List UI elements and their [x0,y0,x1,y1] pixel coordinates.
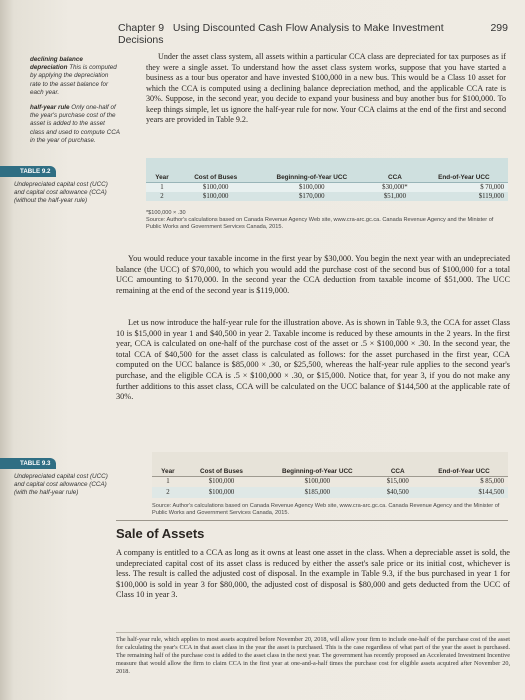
table-9-2-label [0,160,112,205]
table-tag: TABLE 9.2 [0,166,56,177]
col-year: Year [146,158,178,182]
table-caption: Undepreciated capital cost (UCC) and capital cost allowance (CCA) (without the half-year rule) [14,181,108,204]
table-row: 1 $100,000 $100,000 $30,000* $ 70,000 [146,182,508,192]
table-9-3 [152,452,508,498]
section-divider [116,520,508,521]
paragraph-sale-of-assets: A company is entitled to a CCA as long as it owns at least one asset in the class. When a depreciable asset is sold, the undepreciated capital cost of its asset class is reduced by either the asset's sale price or its initial cost, whichever is less. The result is called the adjusted cost of disposal. In the example in Table 9.3, if the bus purchased in year 1 for $100,000 is sold in year 3 for $80,000, the adjusted cost of disposal is $80,000 and gets deducted from the UCC of Class 10 in year 3. [116,548,510,600]
table-note: *$100,000 × .30 [146,210,186,216]
table-header-row [152,452,508,476]
table-tag: TABLE 9.3 [0,458,56,469]
table-9-3-source: Source: Author's calculations based on Canada Revenue Agency Web site, www.cra-arc.gc.ca. Canada Revenue Agency and the Minister of Public Works and Government Services Canada, 2015. [152,503,500,516]
col-cost: Cost of Buses [184,452,259,476]
running-head [118,22,508,46]
table-row: 2 $100,000 $185,000 $40,500 $144,500 [152,487,508,498]
table-caption: Undepreciated capital cost (UCC) and capital cost allowance (CCA) (with the half-year rule) [14,473,108,496]
chapter-title: Chapter 9 Using Discounted Cash Flow Analysis to Make Investment Decisions [118,22,444,46]
margin-note-declining-balance: declining balance depreciation This is computed by applying the depreciation rate to the asset balance for each year. [30,56,117,96]
col-cca: CCA [370,158,420,182]
page-number: 299 [490,22,508,34]
col-end-ucc: End-of-Year UCC [420,452,508,476]
margin-note-half-year-rule: half-year rule Only one-half of the year's purchase cost of the asset is added to the asset class and used to compute CCA in the year of purchase. [30,104,120,144]
paragraph-asset-class: Under the asset class system, all assets within a particular CCA class are depreciated for tax purposes as if they were a single asset. To understand how the asset class system works, suppose that you have started a business as a tour bus operator and have invested $100,000 in a new bus. This would be a Class 10 asset for which the CCA is computed using a declining balance depreciation method, and the applicable CCA rate is 30%. Suppose, in the second year, you decide to expand your business and buy another bus for $100,000. To keep things simple, let us ignore the half-year rule for now. Your CCA claims at the end of the first and second years are provided in Table 9.2. [146,52,506,124]
table-9-2 [146,158,508,201]
col-cost: Cost of Buses [178,158,254,182]
paragraph-taxable-income: You would reduce your taxable income in the first year by $30,000. You begin the next year with an undepreciated balance (the UCC) of $70,000, to which you would add the purchase cost of the second bus of $100,000 for a total UCC amounting to $170,000. In the second year the CCA deduction from taxable income of $51,000. The UCC remaining at the end of the second year is $119,000. [116,254,510,295]
table-row: 1 $100,000 $100,000 $15,000 $ 85,000 [152,476,508,487]
table-9-2-source [146,210,508,230]
page-footnote: The half-year rule, which applies to most assets acquired before November 20, 2018, will allow your firm to include one-half of the purchase cost of the asset for calculating the year's CCA in that asset class in the year the asset is purchased. This is the case regardless of what part of the year the asset is purchased. The remaining half of the purchase cost is added to the asset class in the next year. The government has recently proposed an Accelerated Investment Incentive measure that would allow the firm to claim CCA in the first year at one-and-a-half times the purchase cost for eligible assets acquired after November 20, 2018. [116,632,510,676]
table-source: Source: Author's calculations based on Canada Revenue Agency Web site, www.cra-arc.gc.ca. Canada Revenue Agency and the Minister of Public Works and Government Services Canada, 2015. [146,216,494,230]
col-begin-ucc: Beginning-of-Year UCC [259,452,375,476]
paragraph-half-year-rule: Let us now introduce the half-year rule for the illustration above. As is shown in Table 9.3, the CCA for asset Class 10 is $15,000 in year 1 and $40,500 in year 2. Taxable income is reduced by these amounts in the 2 years. In the first year, CCA is calculated on one-half of the purchase cost of the asset or .5 × $100,000 × .30. In the second year, the total CCA of $40,500 for the asset class is calculated as follows: for the asset purchased in the first year, CCA computed on the UCC balance is $85,000 × .30, or $25,500, whereas the half-year rule applies to the second year's purchase, and the eligible CCA is .5 × $100,000 × .30, or $15,000. Notice that, for year 3, if you do not make any further additions to this asset class, CCA will be calculated on the UCC balance of $144,500 at the applicable rate of 30%. [116,318,510,402]
table-9-3-label [0,452,112,497]
col-year: Year [152,452,184,476]
table-header-row [146,158,508,182]
col-end-ucc: End-of-Year UCC [420,158,508,182]
col-begin-ucc: Beginning-of-Year UCC [253,158,370,182]
section-title: Sale of Assets [116,526,205,541]
table-row: 2 $100,000 $170,000 $51,000 $119,000 [146,192,508,201]
col-cca: CCA [376,452,421,476]
